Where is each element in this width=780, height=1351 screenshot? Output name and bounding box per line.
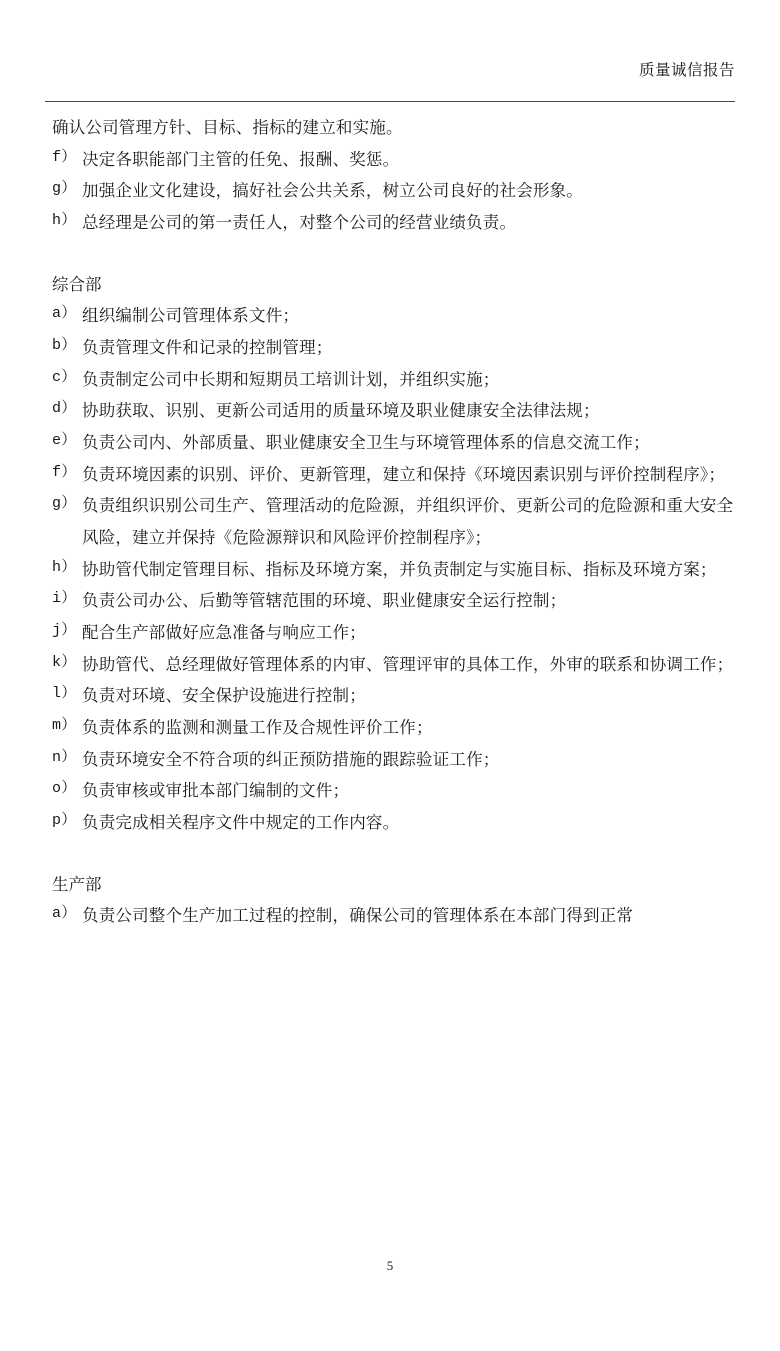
page-content bbox=[52, 112, 738, 932]
section-spacer bbox=[52, 239, 738, 269]
list-item bbox=[52, 680, 738, 712]
list-marker: c） bbox=[52, 368, 77, 386]
page-number: 5 bbox=[386, 1258, 394, 1273]
list-item bbox=[52, 617, 738, 649]
list-marker: h） bbox=[52, 558, 77, 576]
list-marker: a） bbox=[52, 305, 77, 323]
list-marker: m） bbox=[52, 717, 77, 735]
list-item bbox=[52, 900, 738, 932]
list-marker: f） bbox=[52, 148, 77, 166]
list-text: 组织编制公司管理体系文件； bbox=[82, 306, 300, 326]
list-item bbox=[52, 144, 738, 176]
list-text: 负责管理文件和记录的控制管理； bbox=[82, 338, 333, 358]
list-text: 负责环境因素的识别、评价、更新管理，建立和保持《环境因素识别与评价控制程序》； bbox=[82, 464, 726, 484]
list-marker: g） bbox=[52, 180, 77, 198]
list-item bbox=[52, 744, 738, 776]
list-text: 负责完成相关程序文件中规定的工作内容。 bbox=[82, 813, 400, 833]
list-marker: b） bbox=[52, 337, 77, 355]
list-text: 配合生产部做好应急准备与响应工作； bbox=[82, 623, 366, 643]
list-item bbox=[52, 427, 738, 459]
list-item bbox=[52, 207, 738, 239]
list-item bbox=[52, 395, 738, 427]
list-item bbox=[52, 585, 738, 617]
list-text: 负责公司办公、后勤等管辖范围的环境、职业健康安全运行控制； bbox=[82, 591, 567, 611]
list-marker: l） bbox=[52, 685, 77, 703]
page-header bbox=[45, 58, 735, 80]
list-marker: f） bbox=[52, 463, 77, 481]
list-marker: k） bbox=[52, 653, 77, 671]
list-text: 负责公司内、外部质量、职业健康安全卫生与环境管理体系的信息交流工作； bbox=[82, 433, 650, 453]
list-text: 负责制定公司中长期和短期员工培训计划，并组织实施； bbox=[82, 369, 500, 389]
list-marker: i） bbox=[52, 590, 77, 608]
section-heading-shengchanbu: 生产部 bbox=[52, 874, 102, 894]
list-text: 负责组织识别公司生产、管理活动的危险源，并组织评价、更新公司的危险源和重大安全风险，建立并保持《危险源辩识和风险评价控制程序》； bbox=[82, 496, 734, 548]
list-item bbox=[52, 175, 738, 207]
header-divider bbox=[45, 101, 735, 102]
list-marker: p） bbox=[52, 812, 77, 830]
list-marker: n） bbox=[52, 748, 77, 766]
list-text: 负责公司整个生产加工过程的控制，确保公司的管理体系在本部门得到正常 bbox=[82, 906, 634, 926]
list-text: 加强企业文化建设，搞好社会公共关系，树立公司良好的社会形象。 bbox=[82, 181, 583, 201]
list-text: 决定各职能部门主管的任免、报酬、奖惩。 bbox=[82, 149, 400, 169]
list-marker: o） bbox=[52, 780, 77, 798]
section-spacer bbox=[52, 839, 738, 869]
list-marker: h） bbox=[52, 212, 77, 230]
header-title: 质量诚信报告 bbox=[638, 62, 735, 79]
list-text: 负责环境安全不符合项的纠正预防措施的跟踪验证工作； bbox=[82, 749, 500, 769]
list-marker: e） bbox=[52, 432, 77, 450]
list-text: 负责审核或审批本部门编制的文件； bbox=[82, 781, 350, 801]
list-item bbox=[52, 490, 738, 553]
list-text: 协助管代、总经理做好管理体系的内审、管理评审的具体工作，外审的联系和协调工作； bbox=[82, 654, 734, 674]
list-text: 负责体系的监测和测量工作及合规性评价工作； bbox=[82, 718, 433, 738]
list-item bbox=[52, 332, 738, 364]
section-heading-zonghebu: 综合部 bbox=[52, 274, 102, 294]
list-marker: a） bbox=[52, 905, 77, 923]
list-item bbox=[52, 364, 738, 396]
list-item bbox=[52, 712, 738, 744]
list-item bbox=[52, 775, 738, 807]
list-text: 协助管代制定管理目标、指标及环境方案，并负责制定与实施目标、指标及环境方案； bbox=[82, 559, 717, 579]
list-item bbox=[52, 459, 738, 491]
list-item bbox=[52, 300, 738, 332]
list-item bbox=[52, 807, 738, 839]
list-text: 负责对环境、安全保护设施进行控制； bbox=[82, 686, 366, 706]
page-footer bbox=[0, 1258, 780, 1274]
continued-paragraph: 确认公司管理方针、目标、指标的建立和实施。 bbox=[52, 118, 403, 137]
list-marker: j） bbox=[52, 622, 77, 640]
list-item bbox=[52, 554, 738, 586]
list-item bbox=[52, 649, 738, 681]
list-marker: d） bbox=[52, 400, 77, 418]
list-text: 总经理是公司的第一责任人，对整个公司的经营业绩负责。 bbox=[82, 213, 517, 233]
list-marker: g） bbox=[52, 495, 77, 513]
list-text: 协助获取、识别、更新公司适用的质量环境及职业健康安全法律法规； bbox=[82, 401, 600, 421]
